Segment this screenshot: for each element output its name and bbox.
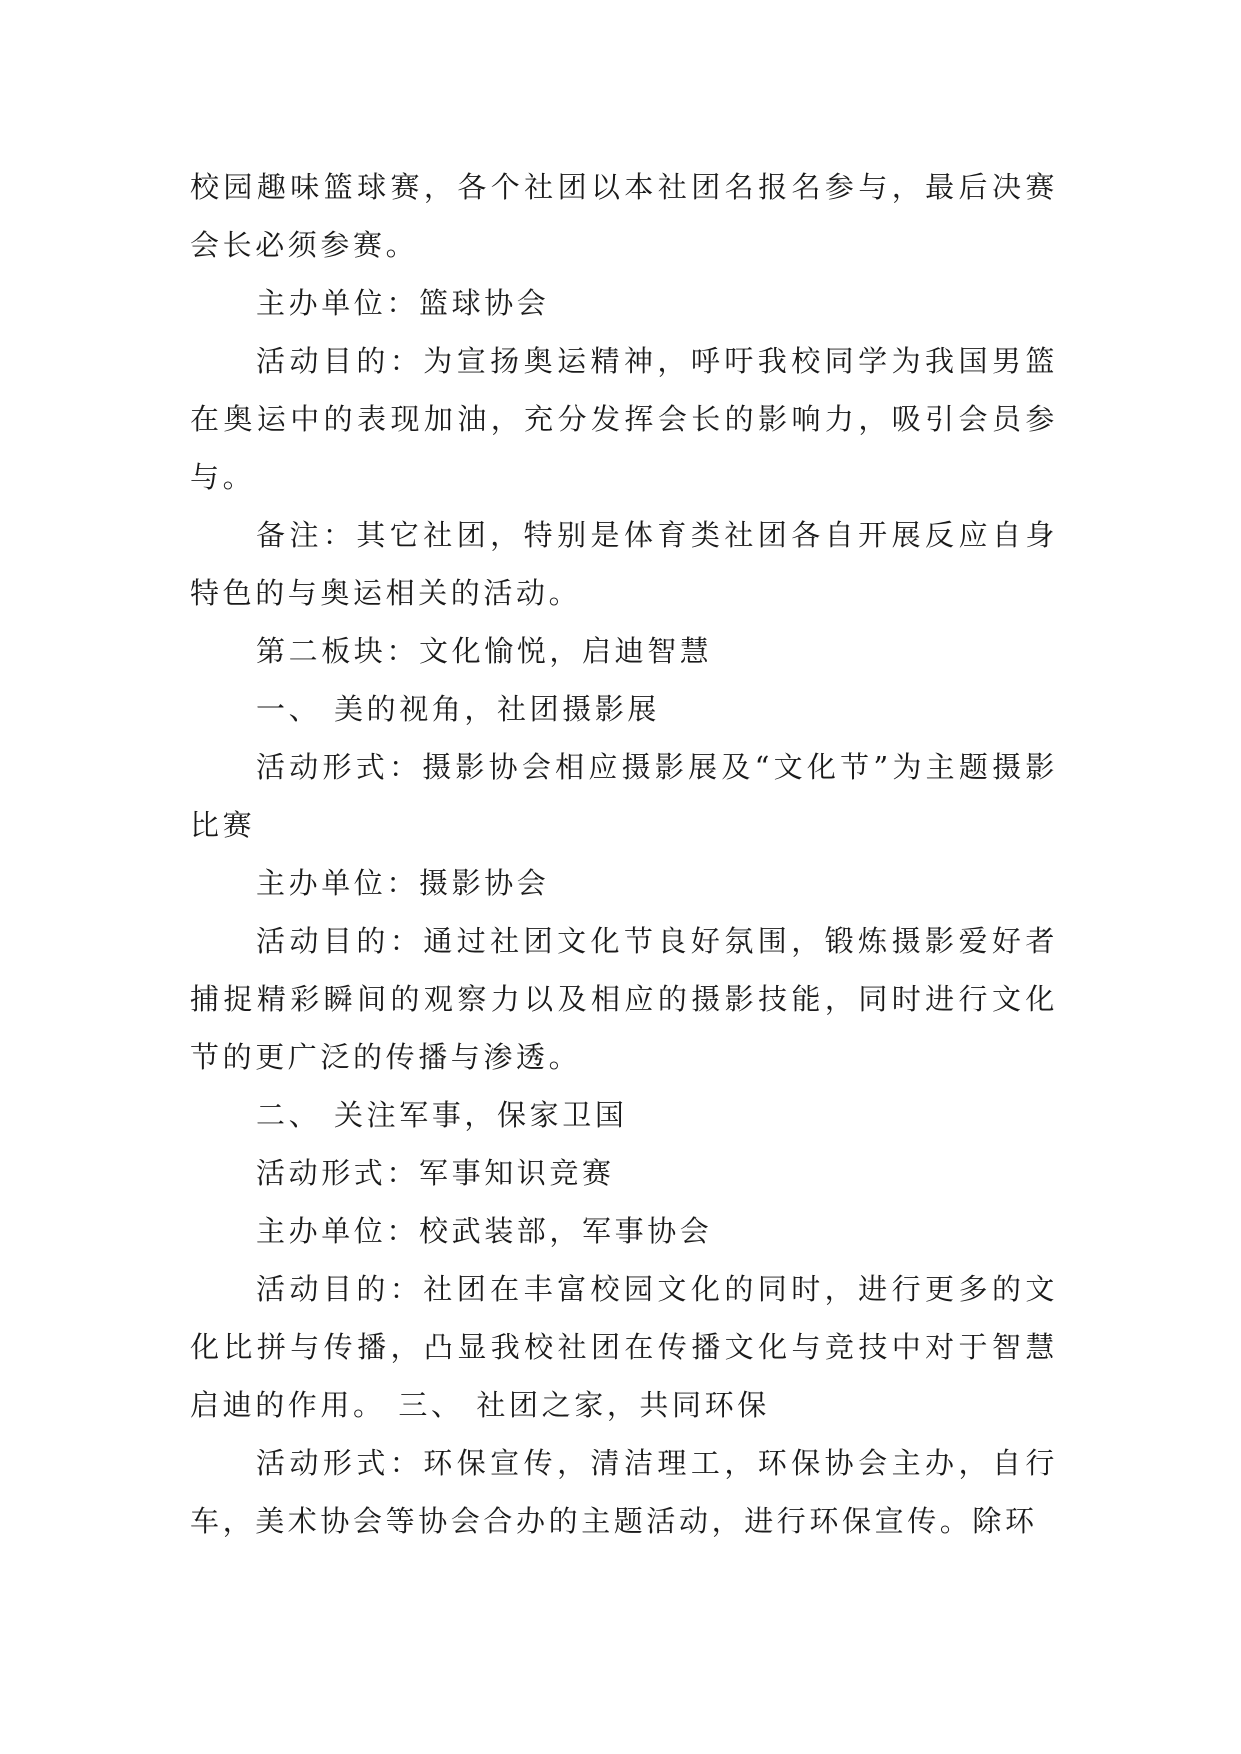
paragraph-purpose-military: 活动目的：社团在丰富校园文化的同时，进行更多的文化比拼与传播，凸显我校社团在传播文化与竞技中对于智慧启迪的作用。 三、 社团之家，共同环保 xyxy=(190,1272,1058,1422)
paragraph-form-photography: 活动形式：摄影协会相应摄影展及“文化节”为主题摄影比赛 xyxy=(190,750,1058,842)
paragraph-section-two-heading: 第二板块：文化愉悦，启迪智慧 xyxy=(256,634,713,668)
paragraph-purpose-photography: 活动目的：通过社团文化节良好氛围，锻炼摄影爱好者捕捉精彩瞬间的观察力以及相应的摄影技能，同时进行文化节的更广泛的传播与渗透。 xyxy=(190,924,1058,1074)
paragraph-purpose-basketball: 活动目的：为宣扬奥运精神，呼吁我校同学为我国男篮在奥运中的表现加油，充分发挥会长的影响力，吸引会员参与。 xyxy=(190,344,1058,494)
paragraph-item-one-heading: 一、 美的视角，社团摄影展 xyxy=(256,692,661,726)
document-body xyxy=(190,158,1058,1550)
paragraph-note: 备注：其它社团，特别是体育类社团各自开展反应自身特色的与奥运相关的活动。 xyxy=(190,518,1058,610)
paragraph-form-environment: 活动形式：环保宣传，清洁理工，环保协会主办，自行车，美术协会等协会合办的主题活动，进行环保宣传。除环 xyxy=(190,1446,1058,1538)
paragraph-basketball-continued: 校园趣味篮球赛，各个社团以本社团名报名参与，最后决赛会长必须参赛。 xyxy=(190,170,1058,262)
paragraph-organizer-military: 主办单位：校武装部，军事协会 xyxy=(256,1214,713,1248)
paragraph-organizer-photography: 主办单位：摄影协会 xyxy=(256,866,550,900)
paragraph-form-military: 活动形式：军事知识竞赛 xyxy=(256,1156,615,1190)
paragraph-item-two-heading: 二、 关注军事，保家卫国 xyxy=(256,1098,628,1132)
paragraph-organizer-basketball: 主办单位：篮球协会 xyxy=(256,286,550,320)
